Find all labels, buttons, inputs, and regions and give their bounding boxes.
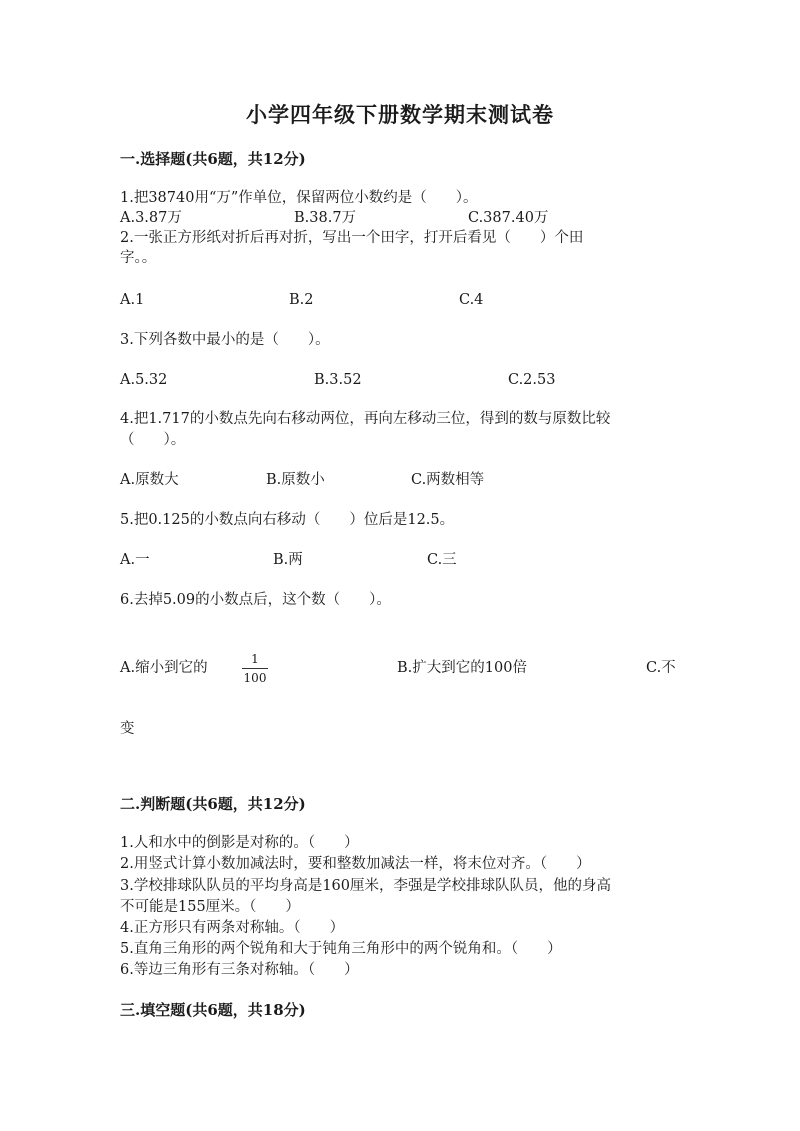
fraction-one-hundredth: [242, 652, 268, 685]
section-heading-judge: 二.判断题(共6题，共12分): [120, 795, 306, 813]
judge-2: 2.用竖式计算小数加减法时，要和整数加减法一样，将末位对齐。（ ）: [120, 856, 591, 872]
question-3: 3.下列各数中最小的是（ ）。: [120, 332, 330, 348]
q6-option-b: B.扩大到它的100倍: [397, 660, 527, 676]
fraction-denominator: 100: [243, 671, 267, 685]
section-heading-choice: 一.选择题(共6题，共12分): [120, 150, 306, 168]
q2-option-c: C.4: [459, 292, 484, 308]
q6-option-c-continued: 变: [120, 721, 135, 737]
q4-option-c: C.两数相等: [411, 472, 485, 488]
question-2-line-2: 字。。: [120, 250, 157, 266]
question-5: 5.把0.125的小数点向右移动（ ）位后是12.5。: [120, 512, 455, 528]
q4-option-a: A.原数大: [120, 472, 179, 488]
judge-1: 1.人和水中的倒影是对称的。（ ）: [120, 835, 359, 851]
q5-option-a: A.一: [120, 552, 150, 568]
judge-5: 5.直角三角形的两个锐角和大于钝角三角形中的两个锐角和。（ ）: [120, 941, 562, 957]
q3-option-a: A.5.32: [120, 372, 168, 388]
q5-option-b: B.两: [273, 552, 303, 568]
question-4-line-1: 4.把1.717的小数点先向右移动两位，再向左移动三位，得到的数与原数比较: [120, 411, 611, 427]
q1-option-c: C.387.40万: [468, 210, 549, 226]
page-title: 小学四年级下册数学期末测试卷: [246, 102, 554, 127]
question-6: 6.去掉5.09的小数点后，这个数（ ）。: [120, 592, 391, 608]
fraction-bar: [242, 668, 268, 669]
question-1: 1.把38740用“万”作单位，保留两位小数约是（ ）。: [120, 190, 478, 206]
fraction-numerator: 1: [251, 652, 259, 666]
q2-option-a: A.1: [120, 292, 145, 308]
question-2-line-1: 2.一张正方形纸对折后再对折，写出一个田字，打开后看见（ ）个田: [120, 230, 584, 246]
q3-option-b: B.3.52: [314, 372, 362, 388]
q3-option-c: C.2.53: [508, 372, 556, 388]
q6-option-a: A.缩小到它的: [120, 660, 208, 676]
question-4-line-2: （ ）。: [120, 432, 186, 448]
q1-option-a: A.3.87万: [120, 210, 182, 226]
q1-option-b: B.38.7万: [294, 210, 357, 226]
q2-option-b: B.2: [289, 292, 314, 308]
q6-option-c: C.不: [646, 660, 676, 676]
judge-3-line-2: 不可能是155厘米。（ ）: [120, 899, 300, 915]
judge-6: 6.等边三角形有三条对称轴。（ ）: [120, 962, 359, 978]
section-heading-fill: 三.填空题(共6题，共18分): [120, 1001, 306, 1019]
q4-option-b: B.原数小: [266, 472, 325, 488]
judge-4: 4.正方形只有两条对称轴。（ ）: [120, 920, 345, 936]
q5-option-c: C.三: [427, 552, 457, 568]
judge-3-line-1: 3.学校排球队队员的平均身高是160厘米，李强是学校排球队队员，他的身高: [120, 878, 612, 894]
